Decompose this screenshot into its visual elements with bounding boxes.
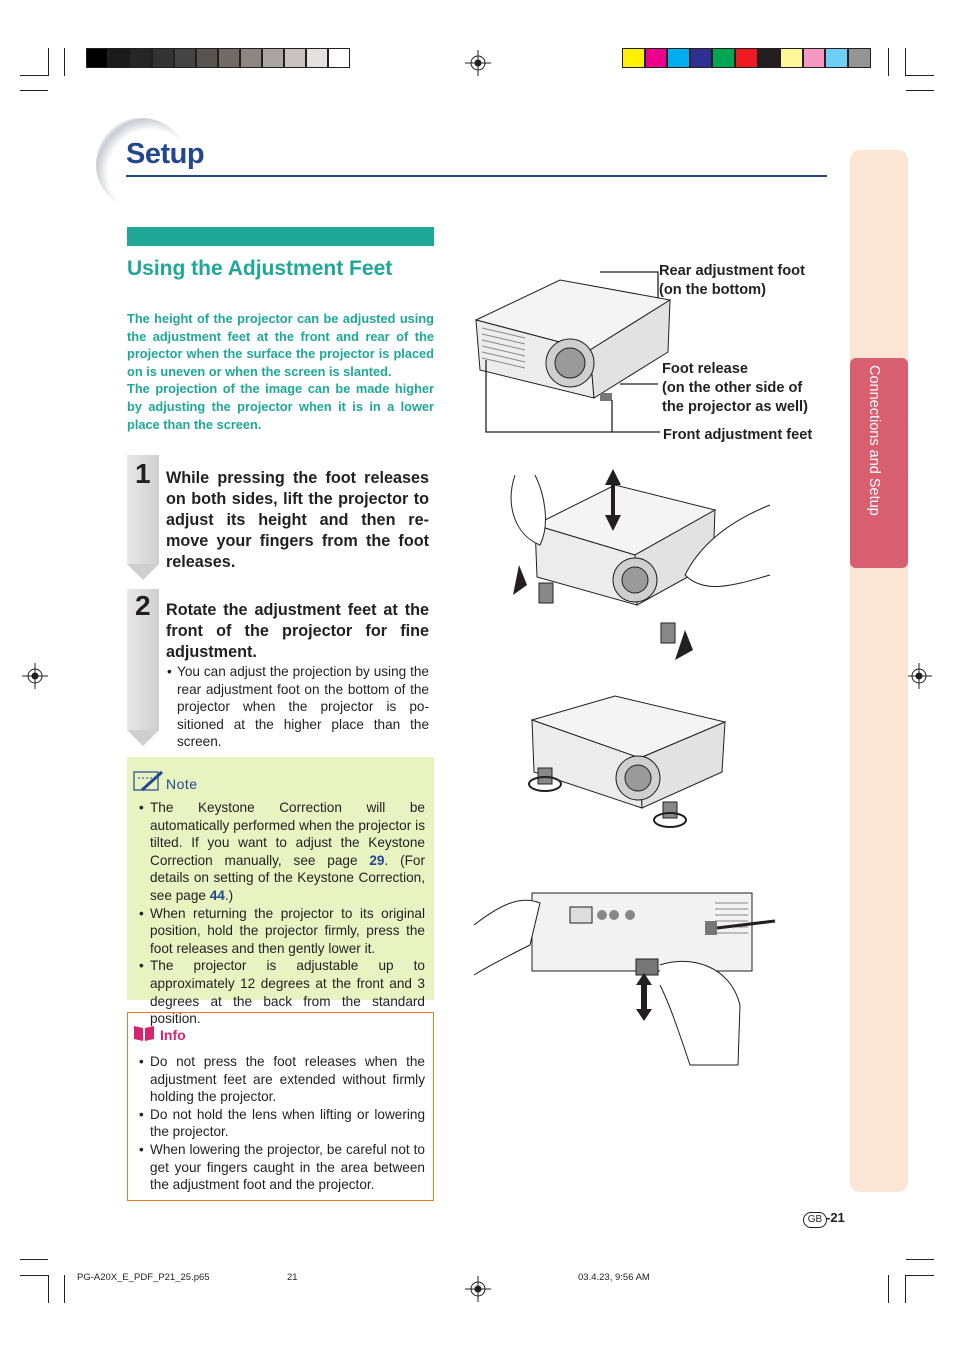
gray-swatch: [328, 48, 350, 68]
note-text: When returning the projector to its original position, hold the projector firmly, press the foot releases and then gently lower it.: [150, 905, 425, 956]
gray-swatch: [262, 48, 284, 68]
color-swatch: [712, 48, 735, 68]
crop-mark: [20, 1259, 48, 1260]
crop-mark: [20, 75, 48, 76]
gray-swatch: [152, 48, 174, 68]
color-swatch: [825, 48, 848, 68]
gray-swatch: [174, 48, 196, 68]
footer-timestamp: 03.4.23, 9:56 AM: [578, 1272, 650, 1283]
step-1-number: 1: [135, 458, 151, 489]
info-text: Do not press the foot releases when the adjustment feet are extended without firmly holding the projector.: [150, 1054, 425, 1105]
step-2-bullet: You can adjust the projection by using the rear adjustment foot on the bottom of the projector when the projector is po-sitioned at the higher place than the screen.: [177, 664, 429, 750]
info-item: • Do not hold the lens when lifting or lowering the projector.: [139, 1106, 425, 1140]
section-title: Using the Adjustment Feet: [127, 257, 393, 280]
rotating-feet-illustration: [520, 690, 730, 835]
callout-rear-foot: Rear adjustment foot (on the bottom): [659, 263, 805, 298]
crop-mark: [905, 48, 906, 76]
crop-mark: [64, 1275, 65, 1303]
gray-swatch: [108, 48, 130, 68]
step-2-arrow-icon: [127, 730, 159, 747]
page-number: -21: [826, 1210, 845, 1225]
language-badge: GB: [803, 1212, 827, 1228]
note-text: The projector is adjustable up to approximately 12 degrees at the front and 3 degrees at the back from the standard position.: [150, 958, 425, 1027]
note-text: . (For details on setting of the Keystone Correction, see page: [150, 852, 425, 903]
crop-mark: [888, 48, 889, 76]
chapter-tab-label: Connections and Setup: [866, 365, 882, 516]
step-2-number: 2: [135, 590, 151, 621]
lifting-projector-illustration: [505, 465, 775, 665]
pencil-note-icon: [132, 768, 166, 796]
color-swatch: [758, 48, 781, 68]
info-list: [139, 1053, 425, 1194]
page-link-29[interactable]: 29: [369, 852, 385, 868]
note-list: [139, 799, 425, 1028]
note-item: • The projector is adjustable up to approximately 12 degrees at the front and 3 degrees at the back from the standard position.: [139, 958, 425, 1027]
gray-swatch: [218, 48, 240, 68]
registration-mark-icon: [465, 1276, 491, 1302]
crop-mark: [906, 1259, 934, 1260]
gray-swatch: [284, 48, 306, 68]
note-text: .): [224, 887, 234, 903]
color-swatch: [622, 48, 645, 68]
page-title: Setup: [126, 138, 205, 170]
crop-mark: [48, 48, 49, 76]
crop-mark: [905, 1275, 906, 1303]
rear-view-lifting-illustration: [470, 885, 780, 1070]
gray-swatch: [306, 48, 328, 68]
crop-mark: [64, 48, 65, 76]
section-intro: The height of the projector can be adjusted using the adjustment feet at the front and rear of the projector when the surface the projector is placed on is uneven or when the screen is slanted. The projection of the image can be made higher by adjusting the projector when it is in a lower place than the screen.: [127, 311, 434, 432]
crop-mark: [20, 90, 48, 91]
color-swatch: [667, 48, 690, 68]
crop-mark: [906, 75, 934, 76]
gray-swatch: [130, 48, 152, 68]
registration-mark-icon: [906, 663, 932, 689]
step-2-text: Rotate the adjustment feet at the front of the projector for fine adjustment.: [166, 601, 429, 661]
registration-mark-icon: [465, 50, 491, 76]
info-item: • When lowering the projector, be careful not to get your fingers caught in the area between the adjustment foot and the projector.: [139, 1141, 425, 1193]
gray-swatch: [240, 48, 262, 68]
info-item: • Do not press the foot releases when the adjustment feet are extended without firmly holding the projector.: [139, 1054, 425, 1105]
info-text: When lowering the projector, be careful not to get your fingers caught in the area between the adjustment foot and the projector.: [150, 1141, 425, 1193]
color-swatch: [645, 48, 668, 68]
note-item: • When returning the projector to its original position, hold the projector firmly, press the foot releases and then gently lower it.: [139, 905, 425, 956]
crop-mark: [888, 1275, 889, 1303]
footer-page: 21: [287, 1272, 298, 1283]
note-item: • The Keystone Correction will be automatically performed when the projector is tilted. If you want to adjust the Keystone Correction manually, see page 29. (For details on setting of the Keystone Correction, see page 44.): [139, 800, 425, 903]
info-title: Info: [160, 1027, 186, 1043]
info-text: Do not hold the lens when lifting or lowering the projector.: [150, 1106, 425, 1140]
gray-swatch: [86, 48, 108, 68]
title-rule: [126, 175, 827, 177]
color-swatch: [735, 48, 758, 68]
note-text: The Keystone Correction will be automatically performed when the projector is tilted. If you want to adjust the Keystone Correction manually, see page: [150, 800, 425, 868]
page-link-44[interactable]: 44: [209, 887, 225, 903]
gray-swatch: [196, 48, 218, 68]
callout-front-feet: Front adjustment feet: [663, 427, 813, 443]
color-swatch: [780, 48, 803, 68]
color-swatch: [803, 48, 826, 68]
color-swatch: [848, 48, 871, 68]
section-bar: [127, 227, 434, 246]
step-1-arrow-icon: [127, 564, 159, 581]
callout-foot-release: Foot release (on the other side of the projector as well): [662, 361, 808, 415]
crop-mark: [20, 1275, 48, 1276]
color-swatch: [690, 48, 713, 68]
side-strip: [850, 150, 908, 1192]
footer-filename: PG-A20X_E_PDF_P21_25.p65: [77, 1272, 210, 1283]
crop-mark: [906, 1275, 934, 1276]
crop-mark: [906, 90, 934, 91]
registration-mark-icon: [22, 663, 48, 689]
note-title: Note: [166, 776, 198, 792]
step-1-text: While pressing the foot releases on both sides, lift the projector to adjust its height and then re-move your fingers from the foot releases.: [166, 469, 429, 571]
book-icon: [133, 1024, 155, 1042]
step-2-bullet-dot: •: [167, 664, 172, 679]
crop-mark: [48, 1275, 49, 1303]
